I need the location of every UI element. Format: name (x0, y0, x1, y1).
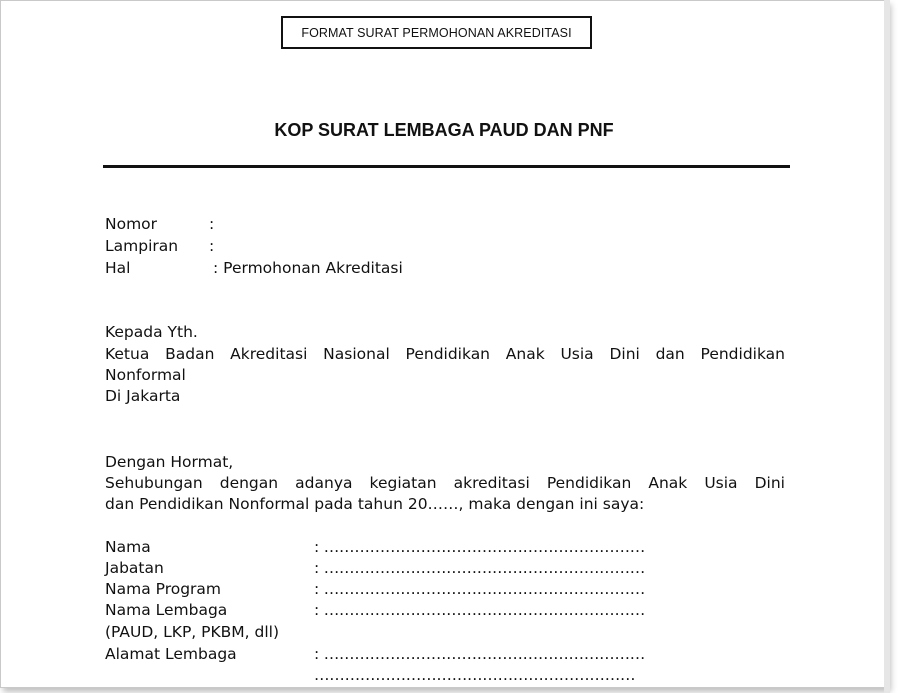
field-jabatan-label: Jabatan (105, 559, 164, 577)
field-lembaga-type-note: (PAUD, LKP, PKBM, dll) (105, 623, 280, 641)
letterhead-divider (103, 165, 790, 168)
field-alamat-lembaga-blank: : ……………………………………………………… (314, 645, 646, 663)
recipient-line: Nonformal (105, 366, 186, 384)
nomor-label: Nomor (105, 215, 158, 233)
hal-value: : Permohonan Akreditasi (213, 259, 403, 277)
field-nama-lembaga-blank: : ……………………………………………………… (314, 601, 646, 619)
greeting: Dengan Hormat, (105, 453, 234, 471)
format-title: FORMAT SURAT PERMOHONAN AKREDITASI (301, 25, 572, 40)
field-alamat-lembaga-label: Alamat Lembaga (105, 645, 237, 663)
hal-label: Hal (105, 259, 131, 277)
recipient-city: Di Jakarta (105, 387, 181, 405)
field-nama-label: Nama (105, 538, 151, 556)
nomor-value: : (209, 215, 215, 233)
recipient-line: Ketua Badan Akreditasi Nasional Pendidikan Anak Usia Dini dan Pendidikan (105, 345, 785, 363)
field-jabatan-blank: : ……………………………………………………… (314, 559, 646, 577)
field-nama-program-label: Nama Program (105, 580, 222, 598)
field-alamat-lembaga-blank-2: ……………………………………………………… (314, 666, 636, 684)
recipient-salutation: Kepada Yth. (105, 323, 198, 341)
field-nama-blank: : ……………………………………………………… (314, 538, 646, 556)
lampiran-label: Lampiran (105, 237, 179, 255)
letterhead-title: KOP SURAT LEMBAGA PAUD DAN PNF (274, 120, 614, 140)
body-paragraph-line: Sehubungan dengan adanya kegiatan akreditasi Pendidikan Anak Usia Dini (105, 474, 785, 492)
body-paragraph-line: dan Pendidikan Nonformal pada tahun 20……, maka dengan ini saya: (105, 495, 645, 513)
format-title-box (281, 16, 592, 49)
field-nama-program-blank: : ……………………………………………………… (314, 580, 646, 598)
field-nama-lembaga-label: Nama Lembaga (105, 601, 228, 619)
lampiran-value: : (209, 237, 215, 255)
